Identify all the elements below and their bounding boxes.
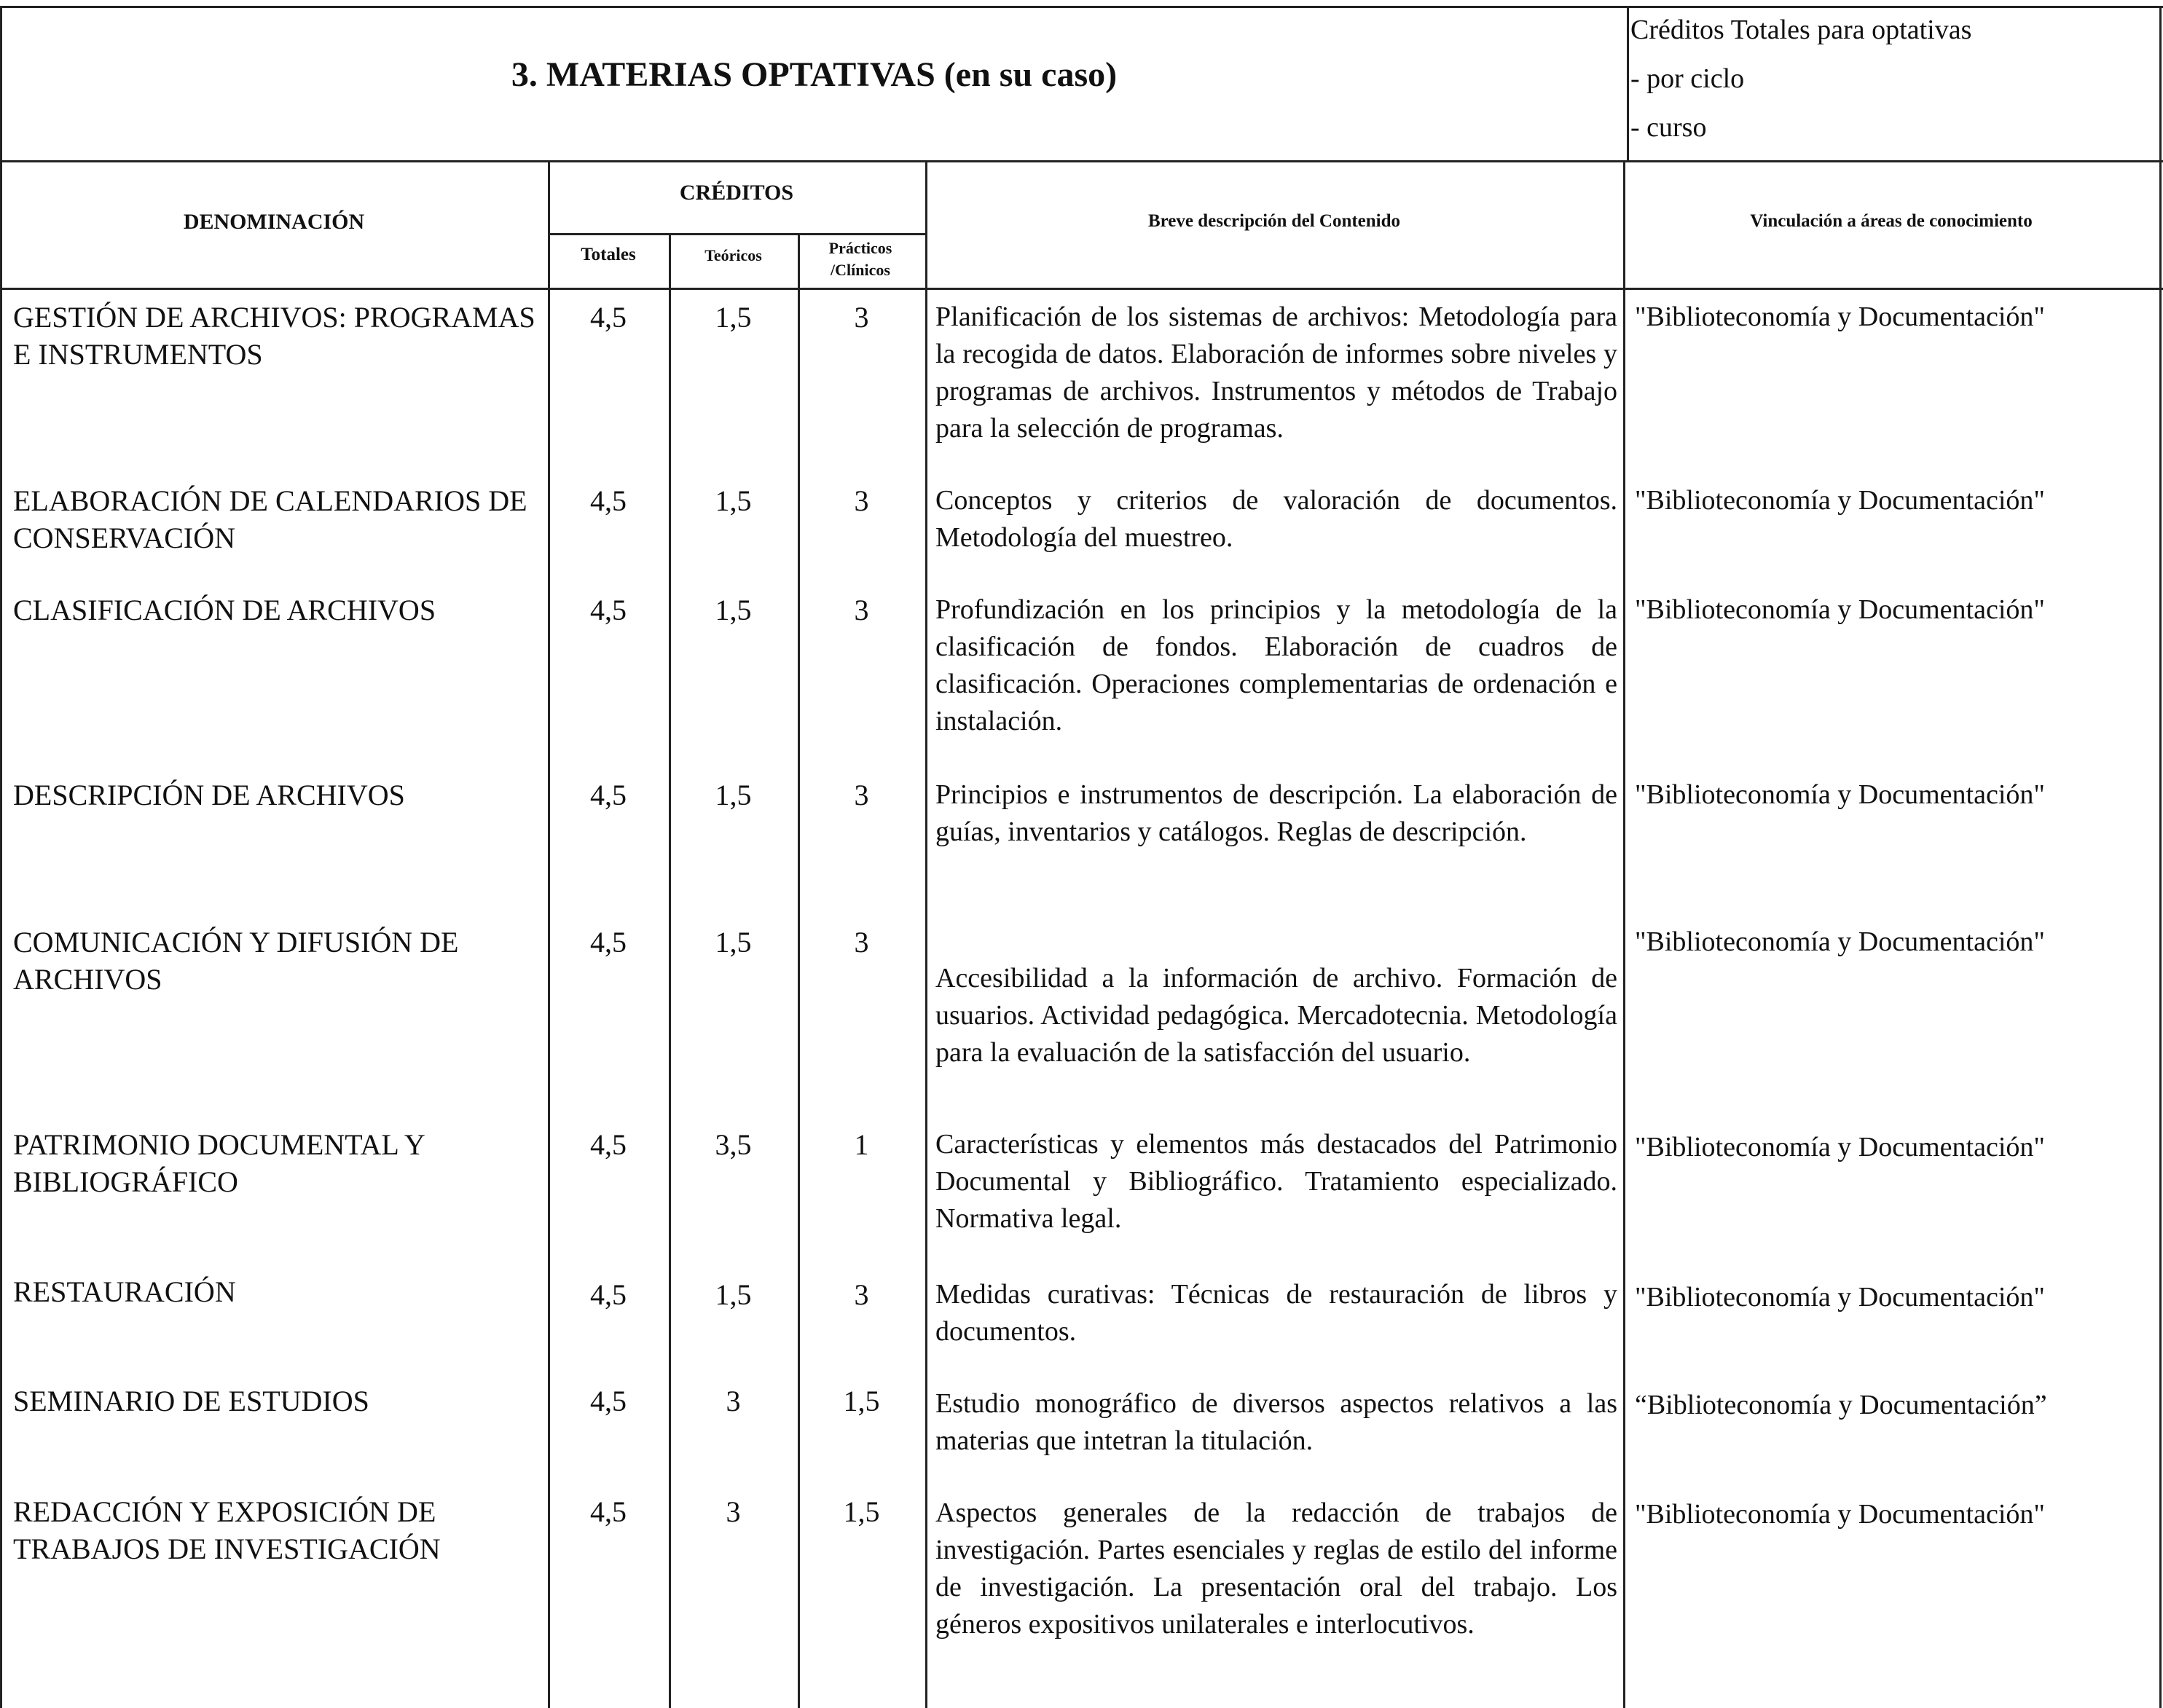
row-4-name: DESCRIPCIÓN DE ARCHIVOS — [13, 779, 405, 811]
row-9-name: REDACCIÓN Y EXPOSICIÓN DE TRABAJOS DE INVESTIGACIÓN — [13, 1495, 441, 1565]
header-bottom-border — [0, 160, 2163, 162]
row-5-name: COMUNICACIÓN Y DIFUSIÓN DE ARCHIVOS — [13, 926, 459, 996]
row-7-practicos: 3 — [854, 1278, 869, 1311]
row-4-description: Principios e instrumentos de descripción. La elaboración de guías, inventarios y catálogos. Reglas de descripción. — [935, 779, 1617, 847]
row-6-teoricos: 3,5 — [715, 1128, 752, 1161]
row-2-teoricos: 1,5 — [715, 484, 752, 517]
row-6-totales: 4,5 — [590, 1128, 627, 1161]
row-3-totales: 4,5 — [590, 594, 627, 626]
row-8-name: SEMINARIO DE ESTUDIOS — [13, 1385, 369, 1417]
right-border — [2159, 6, 2162, 1708]
row-1-practicos: 3 — [854, 301, 869, 334]
row-9-practicos: 1,5 — [843, 1495, 880, 1528]
row-3-teoricos: 1,5 — [715, 594, 752, 626]
row-1-name: GESTIÓN DE ARCHIVOS: PROGRAMAS E INSTRUMENTOS — [13, 301, 535, 371]
row-9-description: Aspectos generales de la redacción de trabajos de investigación. Partes esenciales y reglas de estilo del informe de investigación. La presentación oral del trabajo. Los géneros expositivos unilaterales e interlocutivos. — [935, 1498, 1617, 1640]
col-divider-4 — [925, 160, 927, 1708]
col-divider-3 — [798, 233, 800, 1708]
credits-line-2: - por ciclo — [1630, 63, 1745, 94]
row-6-area: "Biblioteconomía y Documentación" — [1635, 1132, 2045, 1162]
row-2-name: ELABORACIÓN DE CALENDARIOS DE CONSERVACIÓN — [13, 484, 527, 554]
row-5-practicos: 3 — [854, 926, 869, 959]
row-5-description: Accesibilidad a la información de archivo. Formación de usuarios. Actividad pedagógica. Mercadotecnia. Metodología para la evaluación de la satisfacción del usuario. — [935, 963, 1617, 1068]
row-4-area: "Biblioteconomía y Documentación" — [1635, 779, 2045, 810]
creditos-sub-border — [548, 233, 925, 235]
row-6-practicos: 1 — [854, 1128, 869, 1161]
row-7-name: RESTAURACIÓN — [13, 1275, 236, 1308]
row-8-teoricos: 3 — [726, 1385, 741, 1417]
row-7-teoricos: 1,5 — [715, 1278, 752, 1311]
row-9-area: "Biblioteconomía y Documentación" — [1635, 1499, 2045, 1530]
row-1-teoricos: 1,5 — [715, 301, 752, 334]
row-8-description: Estudio monográfico de diversos aspectos relativos a las materias que intetran la titulación. — [935, 1388, 1617, 1456]
row-1-area: "Biblioteconomía y Documentación" — [1635, 302, 2045, 332]
row-8-practicos: 1,5 — [843, 1385, 880, 1417]
credits-line-1: Créditos Totales para optativas — [1630, 15, 1972, 45]
header-denominacion: DENOMINACIÓN — [183, 210, 365, 234]
row-6-description: Características y elementos más destacados del Patrimonio Documental y Bibliográfico. Tratamiento especializado. Normativa legal. — [935, 1129, 1617, 1234]
credits-optativas-box — [1630, 6, 1971, 152]
row-3-name: CLASIFICACIÓN DE ARCHIVOS — [13, 594, 436, 626]
row-5-teoricos: 1,5 — [715, 926, 752, 959]
row-9-totales: 4,5 — [590, 1495, 627, 1528]
row-1-description: Planificación de los sistemas de archivos: Metodología para la recogida de datos. Elaboración de informes sobre niveles y programas de archivos. Instrumentos y métodos de Trabajo para la selección de programas. — [935, 302, 1617, 444]
header-vinculacion: Vinculación a áreas de conocimiento — [1750, 211, 2033, 231]
header-descripcion: Breve descripción del Contenido — [1147, 211, 1401, 231]
row-3-practicos: 3 — [854, 594, 869, 626]
row-3-description: Profundización en los principios y la metodología de la clasificación de fondos. Elaboración de cuadros de clasificación. Operaciones complementarias de ordenación e instalación. — [935, 594, 1617, 736]
col-divider-5 — [1623, 160, 1625, 1708]
row-3-area: "Biblioteconomía y Documentación" — [1635, 594, 2045, 625]
row-1-totales: 4,5 — [590, 301, 627, 334]
row-4-practicos: 3 — [854, 779, 869, 811]
credits-line-3: - curso — [1630, 112, 1707, 143]
row-2-area: "Biblioteconomía y Documentación" — [1635, 485, 2045, 516]
row-5-totales: 4,5 — [590, 926, 627, 959]
header-totales: Totales — [581, 245, 636, 264]
header-teoricos: Teóricos — [704, 246, 762, 264]
header-creditos: CRÉDITOS — [679, 181, 794, 205]
row-4-teoricos: 1,5 — [715, 779, 752, 811]
row-7-description: Medidas curativas: Técnicas de restauración de libros y documentos. — [935, 1279, 1617, 1347]
header-practicos: Prácticos /Clínicos — [828, 239, 892, 279]
row-2-description: Conceptos y criterios de valoración de documentos. Metodología del muestreo. — [935, 485, 1617, 553]
row-6-name: PATRIMONIO DOCUMENTAL Y BIBLIOGRÁFICO — [13, 1128, 425, 1198]
page-title: 3. MATERIAS OPTATIVAS (en su caso) — [511, 55, 1118, 94]
left-border — [0, 6, 2, 1708]
row-7-totales: 4,5 — [590, 1278, 627, 1311]
row-5-area: "Biblioteconomía y Documentación" — [1635, 926, 2045, 957]
row-4-totales: 4,5 — [590, 779, 627, 811]
row-9-teoricos: 3 — [726, 1495, 741, 1528]
row-7-area: "Biblioteconomía y Documentación" — [1635, 1282, 2045, 1313]
row-8-totales: 4,5 — [590, 1385, 627, 1417]
row-2-practicos: 3 — [854, 484, 869, 517]
col-divider-2 — [669, 233, 671, 1708]
column-header-bottom-border — [0, 288, 2163, 290]
row-8-area: “Biblioteconomía y Documentación” — [1635, 1390, 2047, 1420]
row-2-totales: 4,5 — [590, 484, 627, 517]
